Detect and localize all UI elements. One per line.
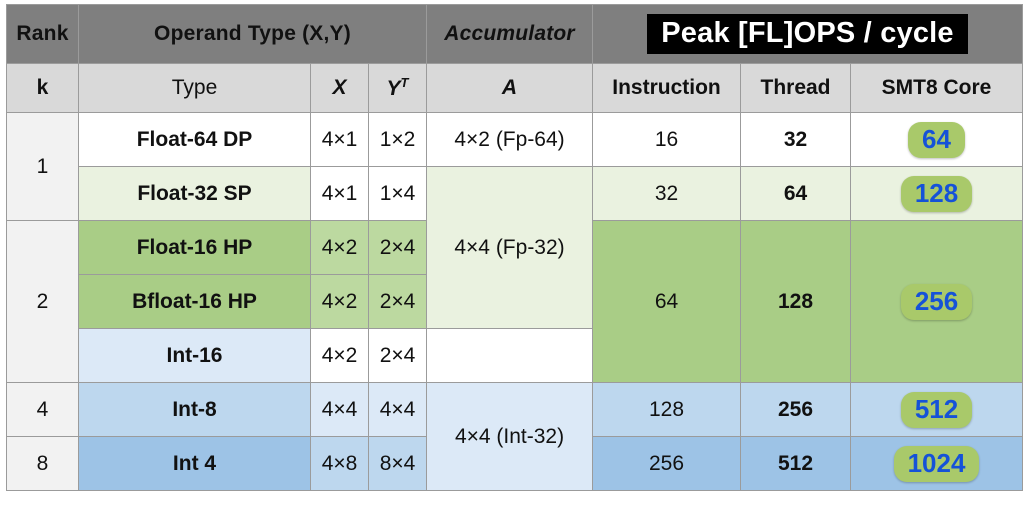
cell-smt8-core xyxy=(851,167,1023,221)
cell-y: 8×4 xyxy=(369,437,427,491)
cell-rank: 2 xyxy=(7,221,79,383)
core-value-badge: 256 xyxy=(901,284,972,320)
cell-rank: 4 xyxy=(7,383,79,437)
cell-type: Int-16 xyxy=(79,329,311,383)
cell-accumulator: 4×4 (Int-32) xyxy=(427,383,593,491)
cell-rank: 8 xyxy=(7,437,79,491)
header-operand-type: Operand Type (X,Y) xyxy=(79,5,427,64)
table-row xyxy=(7,383,1023,437)
subheader-smt8-core: SMT8 Core xyxy=(851,64,1023,113)
cell-x: 4×2 xyxy=(311,329,369,383)
core-value-badge: 128 xyxy=(901,176,972,212)
cell-instruction: 256 xyxy=(593,437,741,491)
table-row xyxy=(7,167,1023,221)
cell-accumulator: 4×4 (Fp-32) xyxy=(427,167,593,329)
table-row xyxy=(7,113,1023,167)
cell-smt8-core xyxy=(851,221,1023,383)
subheader-y-label: Y xyxy=(386,77,401,100)
cell-y: 1×2 xyxy=(369,113,427,167)
subheader-instruction: Instruction xyxy=(593,64,741,113)
cell-x: 4×4 xyxy=(311,383,369,437)
cell-instruction: 64 xyxy=(593,221,741,383)
header-peak-flops-label: Peak [FL]OPS / cycle xyxy=(647,14,968,54)
cell-smt8-core xyxy=(851,437,1023,491)
cell-x: 4×8 xyxy=(311,437,369,491)
cell-x: 4×2 xyxy=(311,275,369,329)
cell-thread: 256 xyxy=(741,383,851,437)
cell-instruction: 32 xyxy=(593,167,741,221)
cell-type: Int 4 xyxy=(79,437,311,491)
cell-type: Float-64 DP xyxy=(79,113,311,167)
cell-accumulator: 4×2 (Fp-64) xyxy=(427,113,593,167)
table-header-top xyxy=(7,5,1023,64)
cell-thread: 64 xyxy=(741,167,851,221)
cell-type: Bfloat-16 HP xyxy=(79,275,311,329)
subheader-type: Type xyxy=(79,64,311,113)
subheader-x: X xyxy=(311,64,369,113)
cell-type: Int-8 xyxy=(79,383,311,437)
header-peak-flops xyxy=(593,5,1023,64)
table-header-sub xyxy=(7,64,1023,113)
cell-y: 2×4 xyxy=(369,221,427,275)
cell-x: 4×1 xyxy=(311,113,369,167)
table-container xyxy=(0,4,1024,522)
header-accumulator: Accumulator xyxy=(427,5,593,64)
subheader-k: k xyxy=(7,64,79,113)
core-value-badge: 1024 xyxy=(894,446,980,482)
cell-type: Float-32 SP xyxy=(79,167,311,221)
cell-thread: 128 xyxy=(741,221,851,383)
cell-smt8-core xyxy=(851,113,1023,167)
subheader-thread: Thread xyxy=(741,64,851,113)
cell-thread: 32 xyxy=(741,113,851,167)
header-rank: Rank xyxy=(7,5,79,64)
cell-instruction: 128 xyxy=(593,383,741,437)
cell-rank: 1 xyxy=(7,113,79,221)
cell-thread: 512 xyxy=(741,437,851,491)
subheader-y-superscript: T xyxy=(400,75,409,90)
cell-y: 2×4 xyxy=(369,329,427,383)
cell-instruction: 16 xyxy=(593,113,741,167)
cell-y: 2×4 xyxy=(369,275,427,329)
cell-y: 4×4 xyxy=(369,383,427,437)
core-value-badge: 512 xyxy=(901,392,972,428)
cell-smt8-core xyxy=(851,383,1023,437)
cell-x: 4×2 xyxy=(311,221,369,275)
core-value-badge: 64 xyxy=(908,122,965,158)
cell-type: Float-16 HP xyxy=(79,221,311,275)
cell-x: 4×1 xyxy=(311,167,369,221)
cell-y: 1×4 xyxy=(369,167,427,221)
subheader-a: A xyxy=(427,64,593,113)
peak-flops-table xyxy=(6,4,1023,491)
subheader-y xyxy=(369,64,427,113)
